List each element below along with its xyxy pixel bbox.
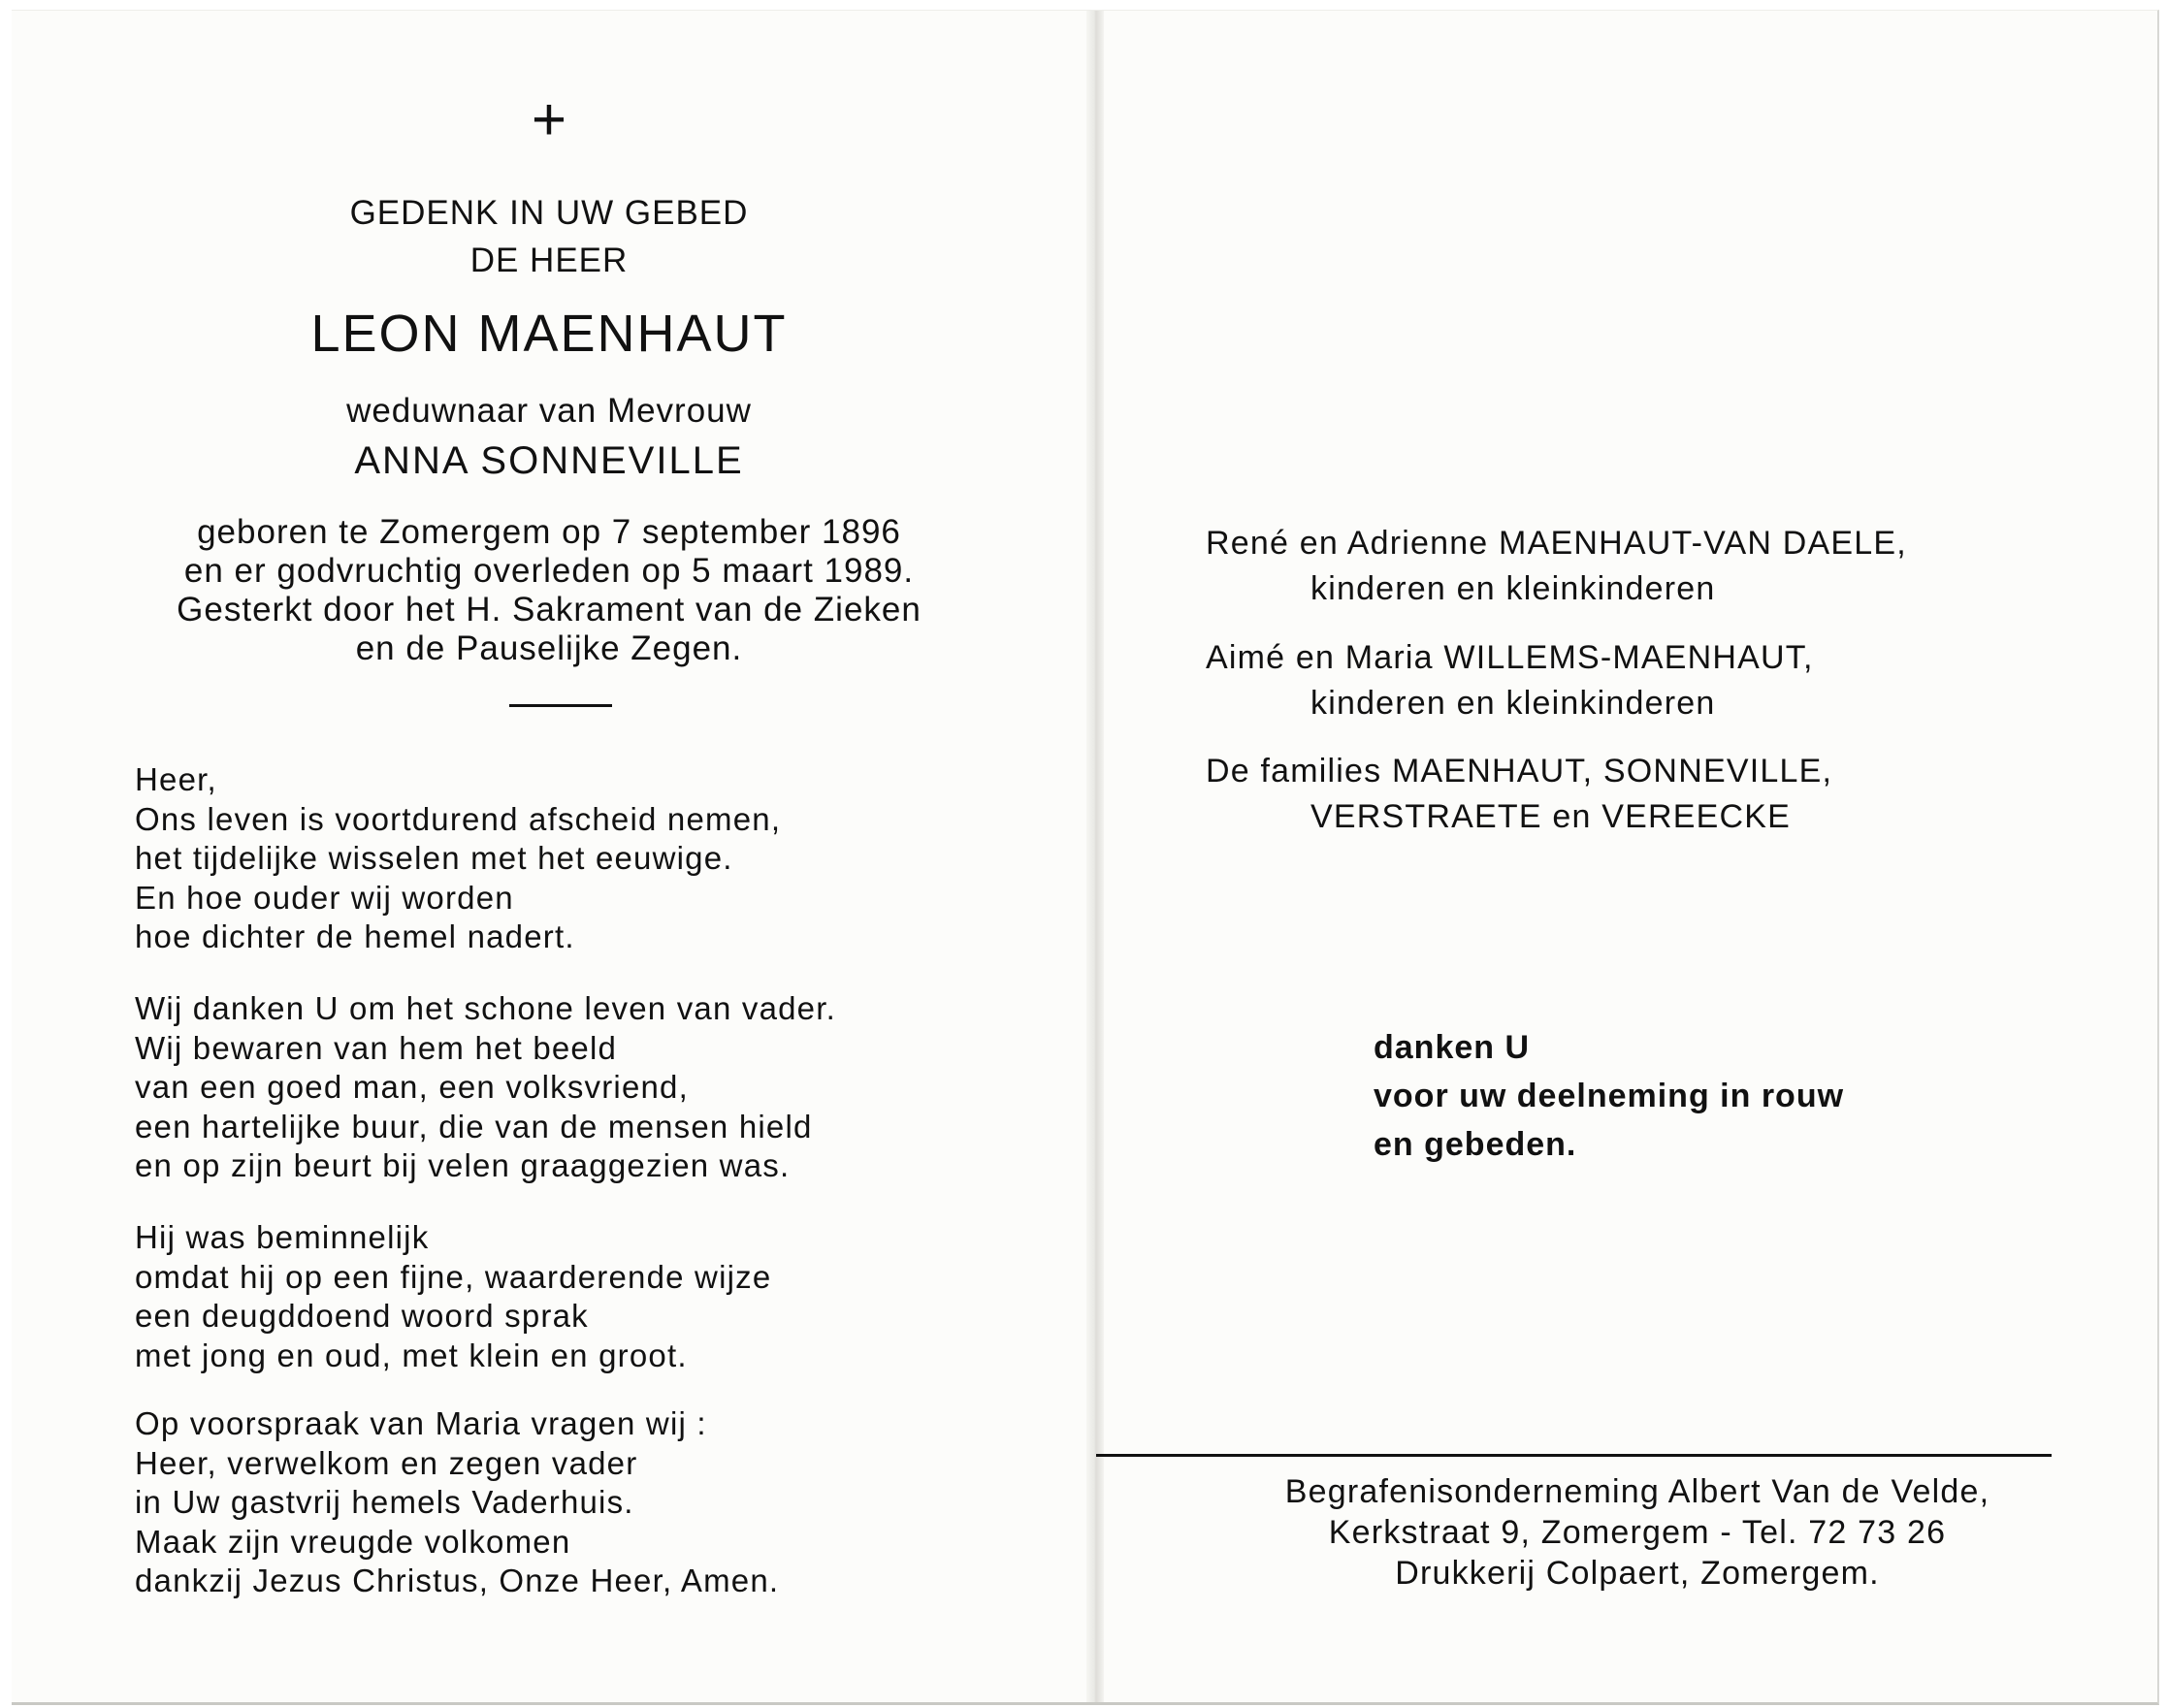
- prayer-line: Maak zijn vreugde volkomen: [135, 1523, 571, 1560]
- bio-line: en de Pauselijke Zegen.: [355, 629, 743, 667]
- family-line: Aimé en Maria WILLEMS-MAENHAUT,: [1206, 639, 1814, 676]
- family-line: kinderen en kleinkinderen: [1310, 685, 1716, 722]
- prayer-line: een hartelijke buur, die van de mensen hield: [135, 1108, 813, 1144]
- footer-line: Kerkstraat 9, Zomergem - Tel. 72 73 26: [1328, 1514, 1947, 1551]
- spouse-name: ANNA SONNEVILLE: [354, 439, 744, 482]
- prayer-stanza-1: [135, 760, 781, 957]
- prayer-line: hoe dichter de hemel nadert.: [135, 918, 575, 954]
- prayer-stanza-2: [135, 989, 836, 1186]
- prayer-stanza-3: [135, 1218, 771, 1375]
- prayer-line: Hij was beminnelijk: [135, 1219, 430, 1255]
- prayer-line: met jong en oud, met klein en groot.: [135, 1337, 688, 1373]
- family-line: De families MAENHAUT, SONNEVILLE,: [1206, 753, 1833, 790]
- family-line: VERSTRAETE en VEREECKE: [1310, 798, 1791, 835]
- bio-line: en er godvruchtig overleden op 5 maart 1989.: [183, 552, 915, 590]
- footer-line: Begrafenisonderneming Albert Van de Velde,: [1284, 1473, 1990, 1510]
- prayer-stanza-4: [135, 1404, 779, 1601]
- prayer-line: En hoe ouder wij worden: [135, 879, 514, 916]
- right-page: [1104, 11, 2157, 1702]
- thanks-line: en gebeden.: [1374, 1126, 1577, 1163]
- prayer-line: dankzij Jezus Christus, Onze Heer, Amen.: [135, 1563, 780, 1598]
- divider-rule: [509, 704, 612, 707]
- bio-line: Gesterkt door het H. Sakrament van de Zieken: [177, 591, 922, 628]
- prayer-line: Op voorspraak van Maria vragen wij :: [135, 1405, 707, 1441]
- footer-line: Drukkerij Colpaert, Zomergem.: [1395, 1555, 1880, 1592]
- prayer-line: omdat hij op een fijne, waarderende wijze: [135, 1258, 772, 1295]
- prayer-line: een deugddoend woord sprak: [135, 1298, 589, 1334]
- family-line: kinderen en kleinkinderen: [1310, 570, 1716, 607]
- prayer-line: in Uw gastvrij hemels Vaderhuis.: [135, 1484, 634, 1520]
- memorial-card: [12, 10, 2159, 1705]
- footer-rule: [1096, 1454, 2052, 1457]
- widower-of-text: weduwnaar van Mevrouw: [346, 392, 752, 430]
- prayer-line: Heer, verwelkom en zegen vader: [135, 1444, 638, 1481]
- prayer-line: Ons leven is voortdurend afscheid nemen,: [135, 800, 782, 837]
- deceased-name: LEON MAENHAUT: [310, 305, 788, 363]
- prayer-line: Wij danken U om het schone leven van vader.: [135, 990, 836, 1026]
- thanks-line: danken U: [1374, 1029, 1531, 1066]
- header-line-2: DE HEER: [469, 242, 629, 279]
- left-page: [12, 11, 1086, 1702]
- cross-symbol: +: [531, 86, 567, 153]
- prayer-line: en op zijn beurt bij velen graaggezien was.: [135, 1147, 791, 1183]
- family-line: René en Adrienne MAENHAUT-VAN DAELE,: [1206, 525, 1907, 562]
- header-line-1: GEDENK IN UW GEBED: [349, 194, 749, 232]
- thanks-line: voor uw deelneming in rouw: [1374, 1078, 1845, 1114]
- prayer-line: Wij bewaren van hem het beeld: [135, 1029, 618, 1066]
- card-fold: [1086, 11, 1104, 1702]
- prayer-line: Heer,: [135, 761, 217, 797]
- prayer-line: van een goed man, een volksvriend,: [135, 1069, 689, 1105]
- prayer-line: het tijdelijke wisselen met het eeuwige.: [135, 840, 733, 876]
- bio-line: geboren te Zomergem op 7 september 1896: [197, 513, 901, 551]
